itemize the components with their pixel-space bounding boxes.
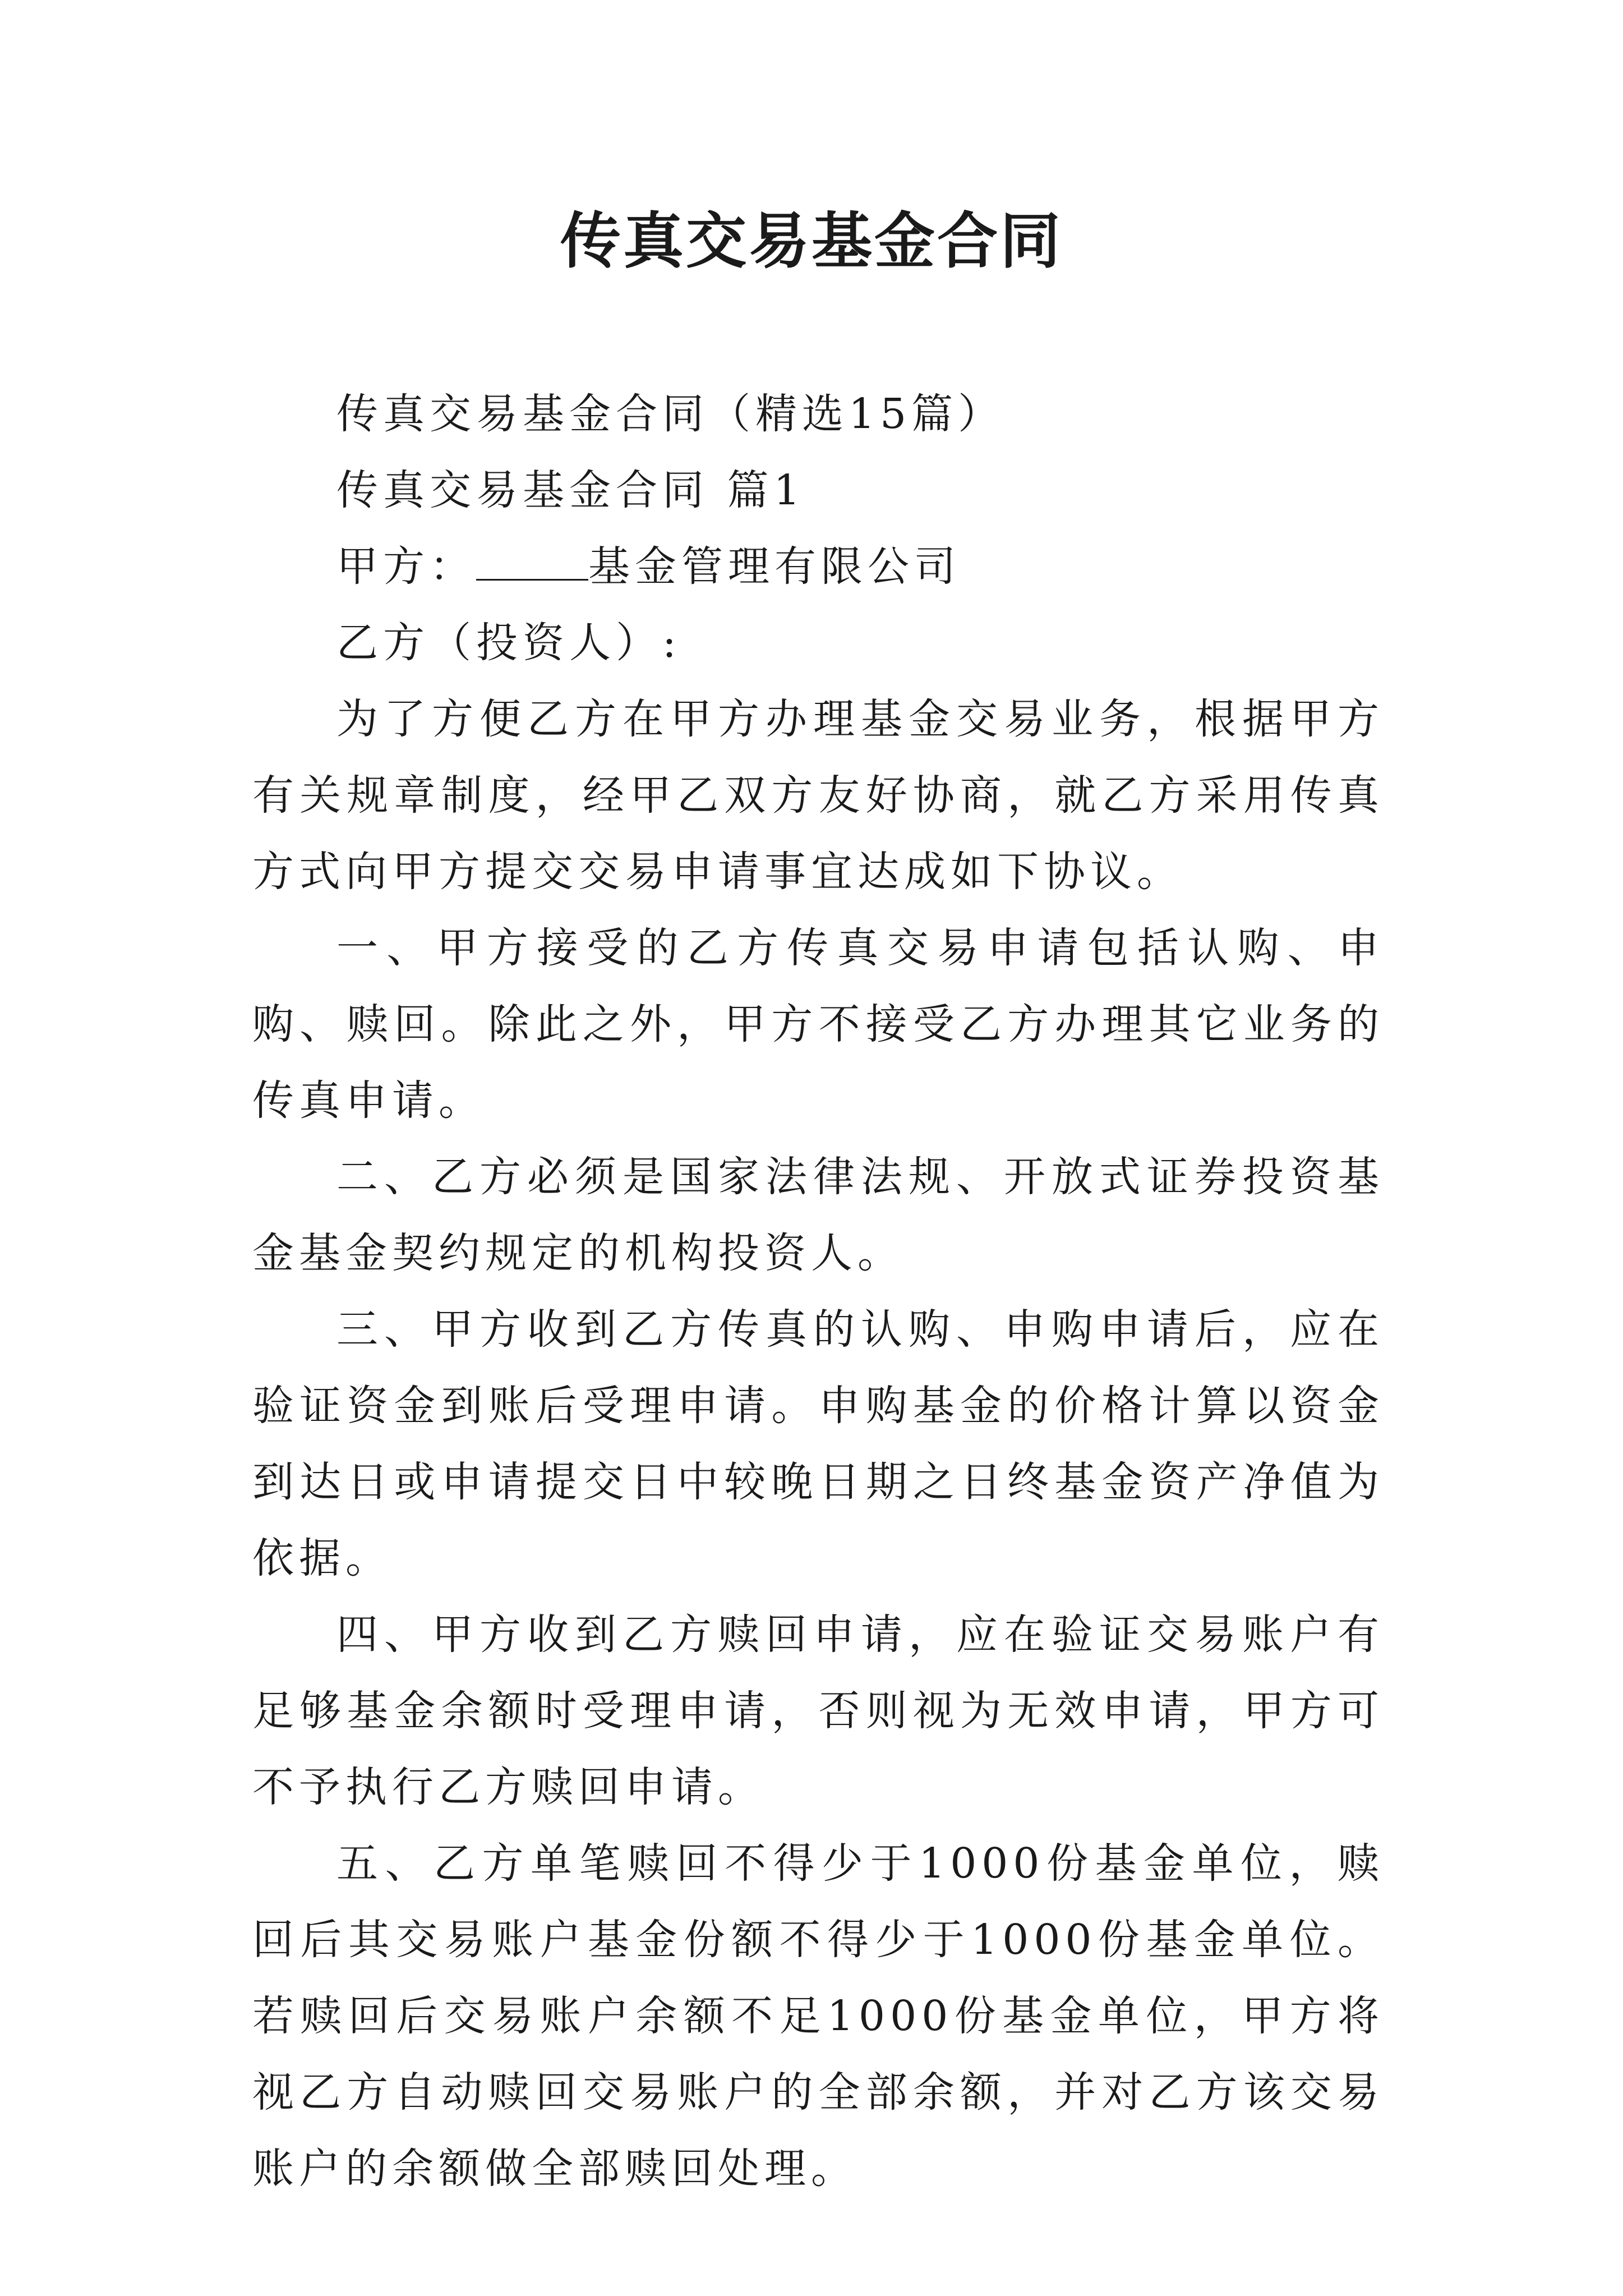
document-body	[252, 376, 1384, 2207]
party-a-label: 甲方：	[336, 542, 476, 591]
paragraph-preamble: 为了方便乙方在甲方办理基金交易业务，根据甲方有关规章制度，经甲乙双方友好协商，就乙方采用传真方式向甲方提交交易申请事宜达成如下协议。	[252, 695, 1384, 896]
document-title: 传真交易基金合同	[560, 206, 1063, 277]
party-a-name: 基金管理有限公司	[588, 542, 961, 591]
paragraph-clause-3: 三、甲方收到乙方传真的认购、申购申请后，应在验证资金到账后受理申请。申购基金的价格计算以资金到达日或申请提交日中较晚日期之日终基金资产净值为依据。	[252, 1305, 1384, 1582]
paragraph-clause-4: 四、甲方收到乙方赎回申请，应在验证交易账户有足够基金余额时受理申请，否则视为无效申请，甲方可不予执行乙方赎回申请。	[252, 1611, 1384, 1811]
paragraph-clause-1: 一、甲方接受的乙方传真交易申请包括认购、申购、赎回。除此之外，甲方不接受乙方办理其它业务的传真申请。	[252, 924, 1384, 1125]
party-a-line	[252, 528, 1384, 605]
document-subtitle: 传真交易基金合同（精选15篇）	[336, 390, 1005, 438]
party-b-line: 乙方（投资人）:	[336, 619, 681, 667]
party-a-blank	[476, 544, 588, 581]
paragraph-clause-5: 五、乙方单笔赎回不得少于1000份基金单位，赎回后其交易账户基金份额不得少于1000份基金单位。若赎回后交易账户余额不足1000份基金单位，甲方将视乙方自动赎回交易账户的全部余额，并对乙方该交易账户的余额做全部赎回处理。	[252, 1839, 1384, 2193]
paragraph-clause-2: 二、乙方必须是国家法律法规、开放式证券投资基金基金契约规定的机构投资人。	[252, 1153, 1384, 1277]
section-heading: 传真交易基金合同 篇1	[336, 466, 805, 514]
